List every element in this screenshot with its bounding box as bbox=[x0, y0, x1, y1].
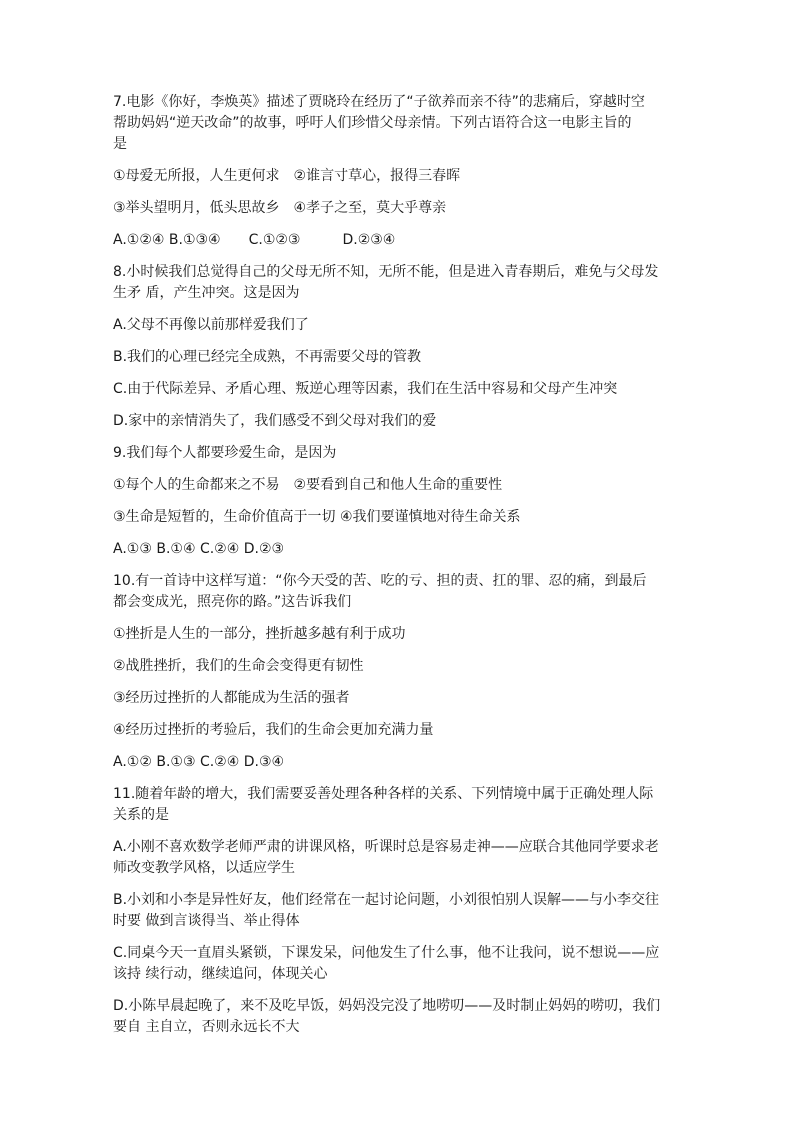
answer-option-line: 该持 续行动，继续追问，体现关心 bbox=[113, 966, 328, 982]
answer-option-line: 时要 做到言谈得当、举止得体 bbox=[113, 913, 300, 929]
answer-option: B.我们的心理已经完全成熟，不再需要父母的管教 bbox=[113, 349, 422, 365]
question-stem-line: 8.小时候我们总觉得自己的父母无所不知，无所不能，但是进入青春期后，难免与父母发 bbox=[113, 264, 659, 280]
answer-option-b bbox=[113, 890, 685, 932]
question-stem-line: 是 bbox=[113, 136, 127, 152]
question-item: ①每个人的生命都来之不易 ②要看到自己和他人生命的重要性 bbox=[113, 477, 503, 493]
question-item: ①挫折是人生的一部分，挫折越多越有利于成功 bbox=[113, 626, 406, 642]
answer-options: A.①② B.①③ C.②④ D.③④ bbox=[113, 754, 285, 770]
question-stem-line: 9.我们每个人都要珍爱生命，是因为 bbox=[113, 445, 337, 461]
answer-option-line: A.小刚不喜欢数学老师严肃的讲课风格，听课时总是容易走神——应联合其他同学要求老 bbox=[113, 839, 659, 855]
answer-option-line: 要自 主自立，否则永远长不大 bbox=[113, 1019, 300, 1035]
question-stem-line: 帮助妈妈“逆天改命”的故事，呼吁人们珍惜父母亲情。下列古语符合这一电影主旨的 bbox=[113, 115, 632, 131]
question-stem-line: 10.有一首诗中这样写道：“你今天受的苦、吃的亏、担的责、扛的罪、忍的痛，到最后 bbox=[113, 573, 647, 589]
answer-option: D.家中的亲情消失了，我们感受不到父母对我们的爱 bbox=[113, 413, 437, 429]
question-11 bbox=[113, 784, 685, 1038]
question-stem-line: 都会变成光，照亮你的路。”这告诉我们 bbox=[113, 594, 352, 610]
question-item: ③举头望明月，低头思故乡 ④孝子之至，莫大乎尊亲 bbox=[113, 200, 447, 216]
answer-options: A.①②④ B.①③④ C.①②③ D.②③④ bbox=[113, 232, 396, 248]
answer-option-line: B.小刘和小李是异性好友，他们经常在一起讨论问题，小刘很怕别人误解——与小李交往 bbox=[113, 892, 660, 908]
question-item: ③生命是短暂的，生命价值高于一切 ④我们要谨慎地对待生命关系 bbox=[113, 509, 521, 525]
exam-page bbox=[113, 92, 685, 1038]
question-item: ①母爱无所报，人生更何求 ②谁言寸草心，报得三春晖 bbox=[113, 168, 461, 184]
answer-option-line: C.同桌今天一直眉头紧锁，下课发呆，问他发生了什么事，他不让我问，说不想说——应 bbox=[113, 945, 660, 961]
answer-options: A.①③ B.①④ C.②④ D.②③ bbox=[113, 541, 285, 557]
question-stem-line: 生矛 盾，产生冲突。这是因为 bbox=[113, 285, 300, 301]
question-item: ③经历过挫折的人都能成为生活的强者 bbox=[113, 690, 350, 706]
answer-option-a bbox=[113, 837, 685, 879]
answer-option-c bbox=[113, 943, 685, 985]
question-7 bbox=[113, 92, 685, 251]
answer-option-line: 师改变教学风格，以适应学生 bbox=[113, 860, 295, 876]
question-stem-line: 关系的是 bbox=[113, 807, 169, 823]
question-item: ④经历过挫折的考验后，我们的生命会更加充满力量 bbox=[113, 722, 434, 738]
answer-option: A.父母不再像以前那样爱我们了 bbox=[113, 317, 309, 333]
question-stem-line: 7.电影《你好，李焕英》描述了贾晓玲在经历了“子欲养而亲不待”的悲痛后，穿越时空 bbox=[113, 94, 645, 110]
answer-option-d bbox=[113, 996, 685, 1038]
question-8 bbox=[113, 262, 685, 432]
question-stem-line: 11.随着年龄的增大，我们需要妥善处理各种各样的关系、下列情境中属于正确处理人际 bbox=[113, 786, 654, 802]
answer-option: C.由于代际差异、矛盾心理、叛逆心理等因素，我们在生活中容易和父母产生冲突 bbox=[113, 381, 618, 397]
question-10 bbox=[113, 571, 685, 773]
question-item: ②战胜挫折，我们的生命会变得更有韧性 bbox=[113, 658, 364, 674]
question-9 bbox=[113, 443, 685, 560]
answer-option-line: D.小陈早晨起晚了，来不及吃早饭，妈妈没完没了地唠叨——及时制止妈妈的唠叨，我们 bbox=[113, 998, 661, 1014]
